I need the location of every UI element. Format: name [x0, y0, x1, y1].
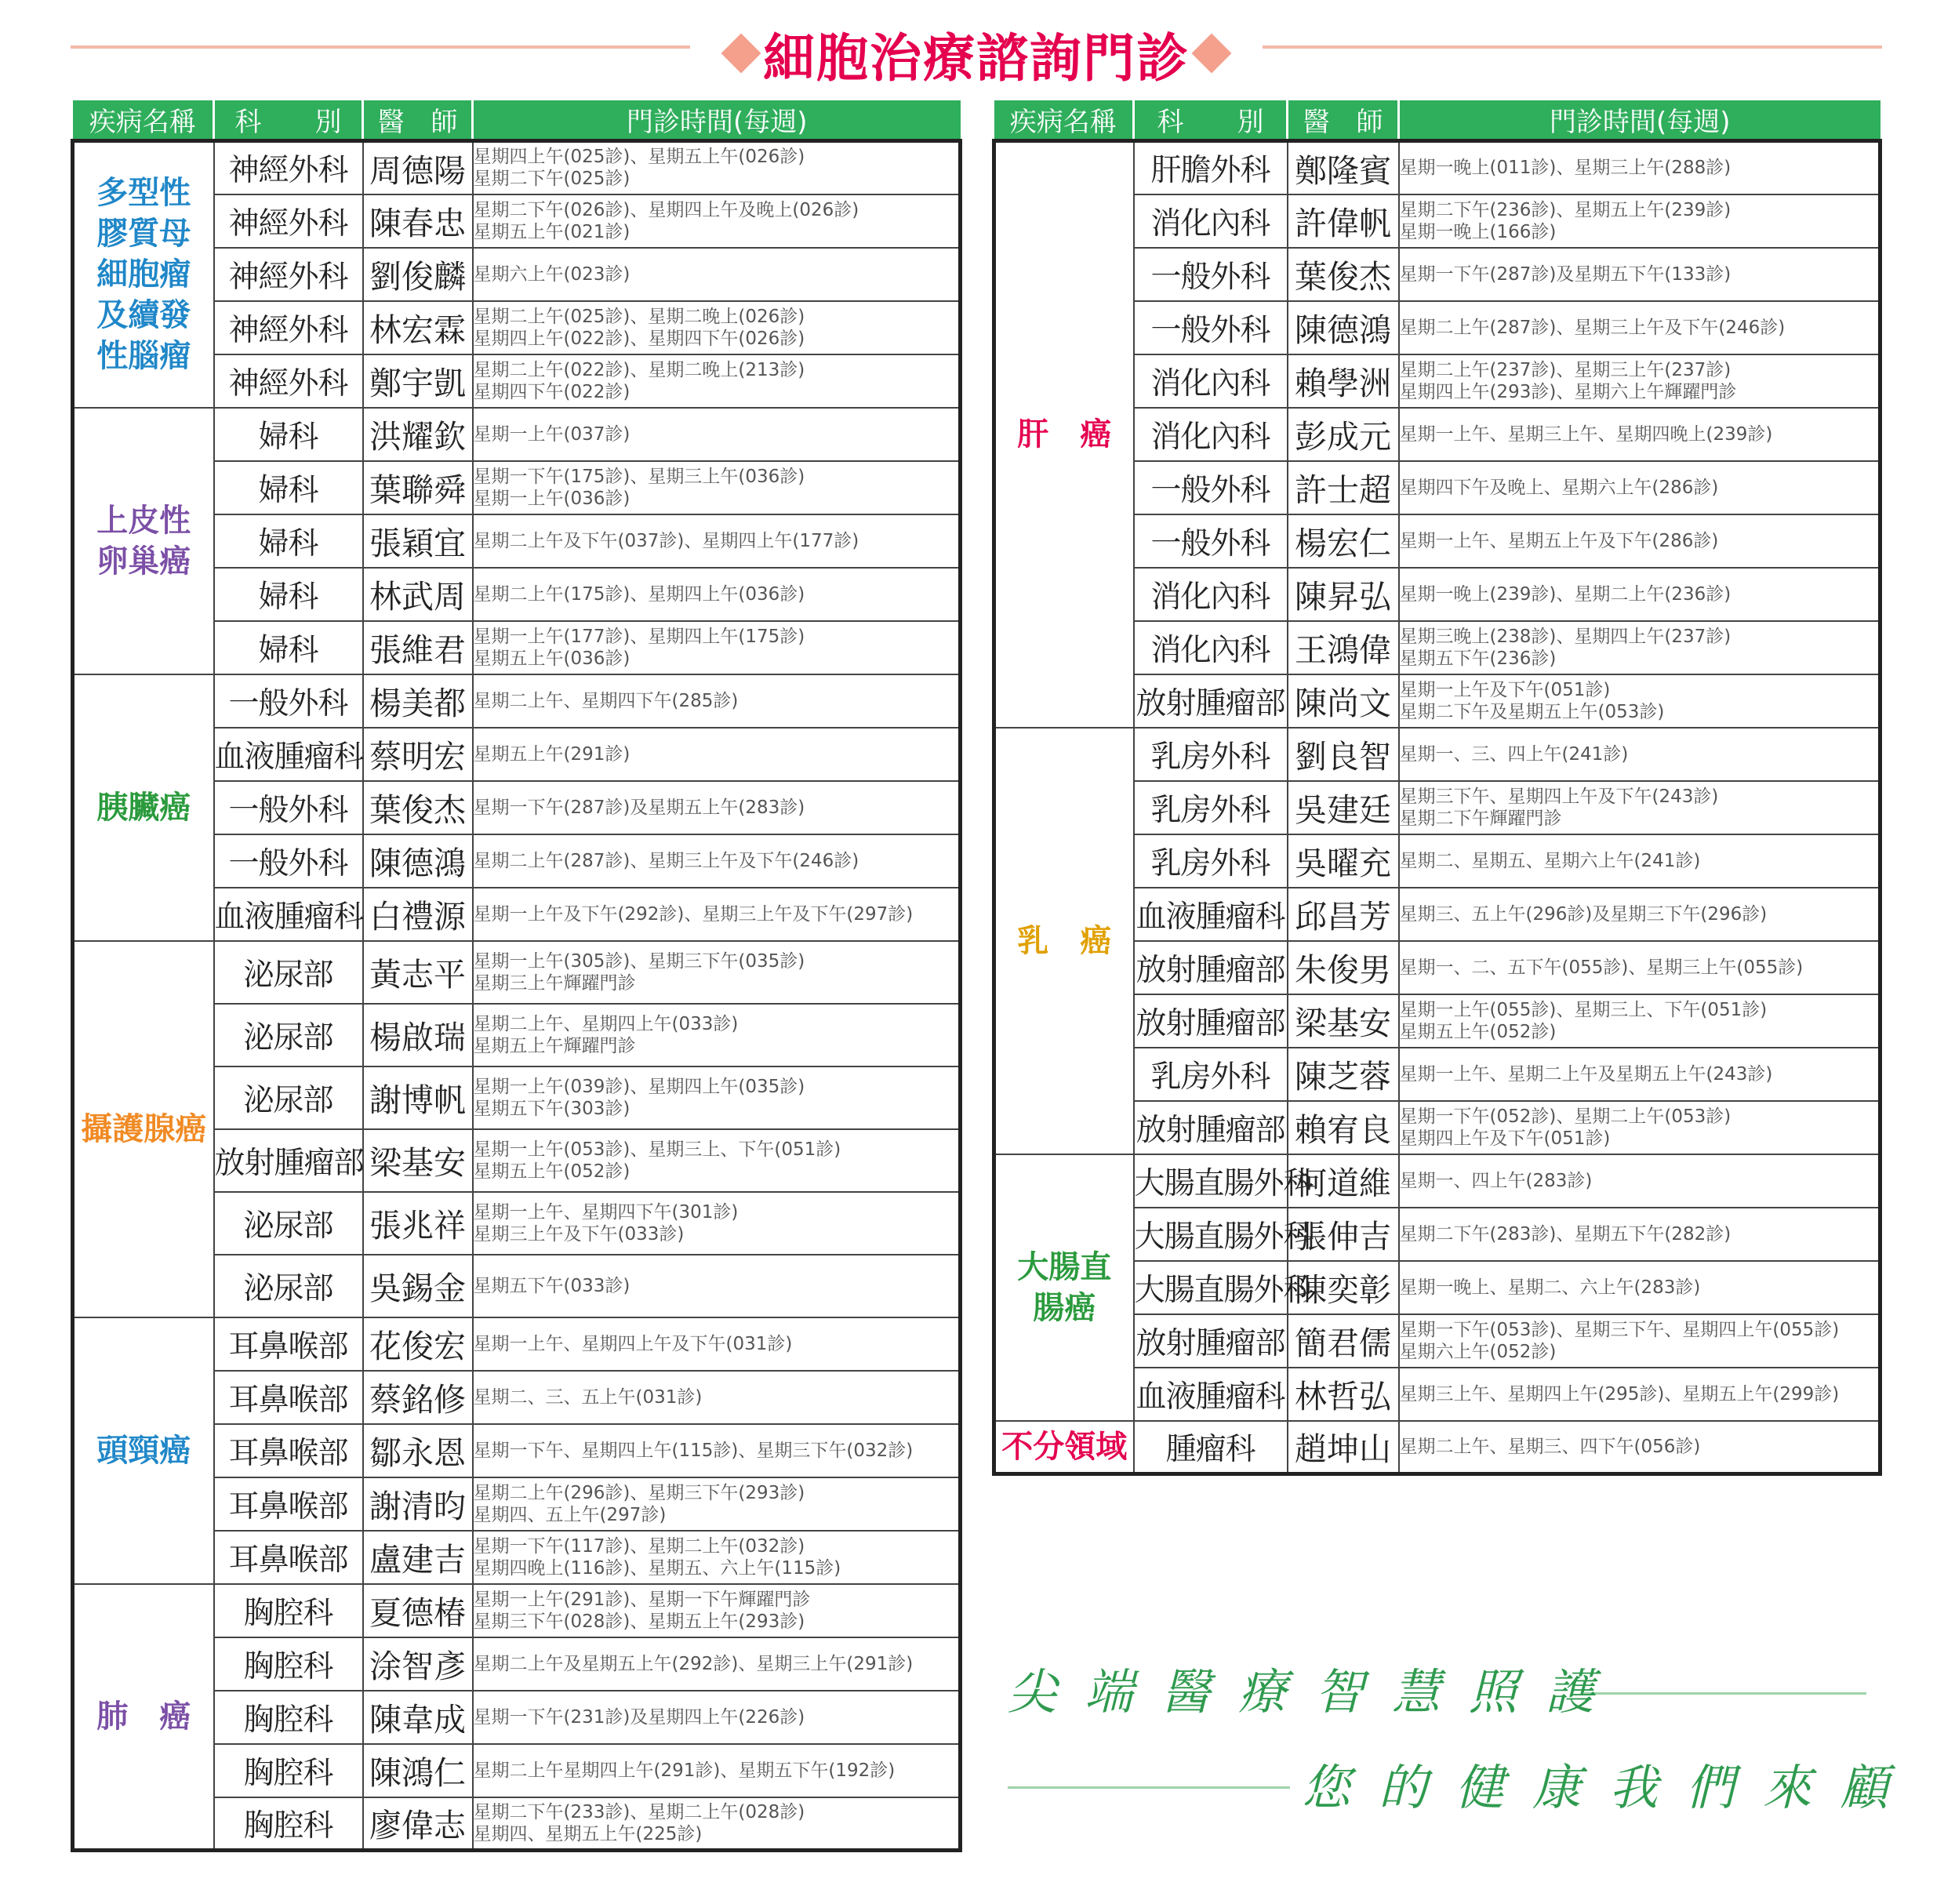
clinic-hours-cell	[1399, 568, 1880, 621]
doctor-cell: 陳德鴻	[1288, 301, 1399, 354]
department-cell: 腫瘤科	[1134, 1421, 1288, 1474]
header-hours: 門診時間(每週)	[1399, 100, 1880, 141]
clinic-hours-line: 星期一、三、四上午(241診)	[1399, 743, 1629, 765]
clinic-hours-cell	[1399, 1421, 1880, 1474]
department-cell: 婦科	[214, 461, 363, 514]
clinic-hours-cell	[1399, 888, 1880, 941]
disease-name-cell	[73, 141, 214, 408]
clinic-hours-line: 星期二下午(233診)、星期二上午(028診)	[473, 1801, 805, 1822]
clinic-hours-cell	[1399, 1368, 1880, 1421]
clinic-hours-cell	[1399, 1154, 1880, 1208]
clinic-hours-line: 星期一上午、星期四下午(301診)	[473, 1201, 739, 1223]
clinic-hours-line: 星期五上午(021診)	[473, 221, 630, 242]
clinic-hours-line: 星期二下午輝躍門診	[1399, 808, 1562, 829]
doctor-cell: 林宏霖	[363, 301, 473, 354]
clinic-hours-cell	[473, 1255, 961, 1317]
clinic-hours-line: 星期二上午(022診)、星期二晚上(213診)	[473, 359, 805, 380]
clinic-hours-cell	[473, 1584, 961, 1637]
right-schedule-table	[992, 100, 1882, 1476]
doctor-cell: 陳昇弘	[1288, 568, 1399, 621]
doctor-cell: 林哲弘	[1288, 1368, 1399, 1421]
disease-name: 攝護腺癌	[81, 1110, 207, 1147]
clinic-hours-line: 星期四上午及下午(051診)	[1399, 1128, 1611, 1149]
doctor-cell: 陳春忠	[363, 194, 473, 248]
clinic-hours-line: 星期五下午(236診)	[1399, 648, 1557, 669]
department-cell: 胸腔科	[214, 1637, 363, 1691]
clinic-hours-cell	[473, 1744, 961, 1797]
clinic-hours-line: 星期一下午(175診)、星期三上午(036診)	[473, 466, 805, 487]
clinic-hours-line: 星期五上午(291診)	[473, 743, 630, 765]
department-cell: 放射腫瘤部	[214, 1129, 363, 1192]
clinic-hours-cell	[1399, 1101, 1880, 1154]
doctor-cell: 吳曜充	[1288, 834, 1399, 888]
doctor-cell: 陳尚文	[1288, 674, 1399, 728]
clinic-hours-line: 星期三下午(028診)、星期五上午(293診)	[473, 1611, 805, 1632]
clinic-hours-line: 星期二上午及星期五上午(292診)、星期三上午(291診)	[473, 1653, 914, 1674]
disease-name: 乳 癌	[1017, 922, 1112, 959]
header-doctor: 醫 師	[363, 100, 473, 141]
department-cell: 耳鼻喉部	[214, 1477, 363, 1531]
clinic-hours-cell	[473, 461, 961, 514]
department-cell: 大腸直腸外科	[1134, 1154, 1288, 1208]
department-cell: 泌尿部	[214, 941, 363, 1004]
department-cell: 放射腫瘤部	[1134, 941, 1288, 994]
doctor-cell: 張維君	[363, 621, 473, 674]
clinic-hours-line: 星期一下午(231診)及星期四上午(226診)	[473, 1706, 805, 1728]
department-cell: 消化內科	[1134, 408, 1288, 461]
title-rule-right	[1263, 45, 1882, 49]
doctor-cell: 鄒永恩	[363, 1424, 473, 1477]
department-cell: 放射腫瘤部	[1134, 994, 1288, 1048]
clinic-hours-line: 星期二上午(025診)、星期二晚上(026診)	[473, 306, 805, 327]
department-cell: 放射腫瘤部	[1134, 1314, 1288, 1368]
doctor-cell: 夏德椿	[363, 1584, 473, 1637]
clinic-hours-cell	[473, 1129, 961, 1192]
clinic-hours-line: 星期二上午、星期四上午(033診)	[473, 1013, 739, 1034]
clinic-hours-line: 星期二、三、五上午(031診)	[473, 1386, 703, 1408]
department-cell: 胸腔科	[214, 1584, 363, 1637]
department-cell: 泌尿部	[214, 1192, 363, 1255]
department-cell: 大腸直腸外科	[1134, 1208, 1288, 1261]
doctor-cell: 趙坤山	[1288, 1421, 1399, 1474]
clinic-hours-cell	[473, 834, 961, 888]
clinic-hours-line: 星期四上午(025診)、星期五上午(026診)	[473, 147, 805, 168]
diamond-ornament-left	[721, 34, 761, 74]
clinic-hours-cell	[473, 1192, 961, 1255]
clinic-hours-line: 星期四上午(022診)、星期四下午(026診)	[473, 328, 805, 349]
doctor-cell: 張兆祥	[363, 1192, 473, 1255]
clinic-hours-line: 星期二、星期五、星期六上午(241診)	[1399, 850, 1701, 871]
department-cell: 放射腫瘤部	[1134, 674, 1288, 728]
doctor-cell: 劉俊麟	[363, 248, 473, 301]
clinic-hours-line: 星期一上午(037診)	[473, 423, 630, 445]
clinic-hours-line: 星期一、四上午(283診)	[1399, 1170, 1593, 1191]
doctor-cell: 彭成元	[1288, 408, 1399, 461]
clinic-hours-cell	[473, 1531, 961, 1584]
clinic-hours-cell	[1399, 941, 1880, 994]
clinic-hours-line: 星期一下午(117診)、星期二上午(032診)	[473, 1535, 805, 1557]
department-cell: 一般外科	[214, 834, 363, 888]
doctor-cell: 涂智彥	[363, 1637, 473, 1691]
department-cell: 胸腔科	[214, 1744, 363, 1797]
department-cell: 耳鼻喉部	[214, 1531, 363, 1584]
slogan-line-2: 您的健康我們來顧	[1302, 1759, 1917, 1816]
doctor-cell: 花俊宏	[363, 1317, 473, 1371]
clinic-hours-line: 星期一上午(039診)、星期四上午(035診)	[473, 1076, 805, 1097]
clinic-hours-line: 星期一下午(053診)、星期三下午、星期四上午(055診)	[1399, 1319, 1840, 1340]
doctor-cell: 劉良智	[1288, 728, 1399, 781]
disease-name-cell	[994, 1154, 1134, 1421]
clinic-hours-cell	[1399, 674, 1880, 728]
department-cell: 消化內科	[1134, 194, 1288, 248]
clinic-hours-cell	[1399, 781, 1880, 834]
clinic-hours-cell	[1399, 194, 1880, 248]
doctor-cell: 楊啟瑞	[363, 1004, 473, 1066]
department-cell: 一般外科	[1134, 301, 1288, 354]
clinic-hours-line: 星期二上午(287診)、星期三上午及下午(246診)	[1399, 317, 1786, 338]
clinic-hours-cell	[473, 1637, 961, 1691]
disease-name: 肝 癌	[1017, 416, 1112, 453]
header-doctor: 醫 師	[1288, 100, 1399, 141]
left-schedule-table	[71, 100, 962, 1852]
clinic-hours-line: 星期二上午(296診)、星期三下午(293診)	[473, 1482, 805, 1503]
clinic-hours-line: 星期一上午(177診)、星期四上午(175診)	[473, 626, 805, 647]
clinic-hours-line: 星期二上午、星期四下午(285診)	[473, 690, 739, 711]
doctor-cell: 賴宥良	[1288, 1101, 1399, 1154]
department-cell: 泌尿部	[214, 1255, 363, 1317]
doctor-cell: 楊宏仁	[1288, 514, 1399, 568]
department-cell: 消化內科	[1134, 354, 1288, 408]
doctor-cell: 許偉帆	[1288, 194, 1399, 248]
clinic-hours-cell	[473, 941, 961, 1004]
clinic-hours-line: 星期一晚上(011診)、星期三上午(288診)	[1399, 158, 1731, 179]
table-header-row	[994, 100, 1880, 141]
disease-name-cell	[73, 1584, 214, 1851]
clinic-hours-line: 星期五下午(033診)	[473, 1275, 630, 1296]
clinic-hours-cell	[473, 1066, 961, 1129]
clinic-hours-line: 星期一、二、五下午(055診)、星期三上午(055診)	[1399, 957, 1804, 978]
clinic-hours-line: 星期一上午及下午(292診)、星期三上午及下午(297診)	[473, 903, 914, 925]
department-cell: 泌尿部	[214, 1066, 363, 1129]
doctor-cell: 張伸吉	[1288, 1208, 1399, 1261]
clinic-hours-line: 星期四上午(293診)、星期六上午輝躍門診	[1399, 381, 1737, 402]
clinic-hours-line: 星期五上午(036診)	[473, 648, 630, 669]
clinic-hours-line: 星期四晚上(116診)、星期五、六上午(115診)	[473, 1557, 841, 1579]
doctor-cell: 陳韋成	[363, 1691, 473, 1744]
doctor-cell: 陳德鴻	[363, 834, 473, 888]
clinic-hours-cell	[1399, 248, 1880, 301]
clinic-hours-cell	[1399, 1314, 1880, 1368]
clinic-hours-line: 星期二上午、星期三、四下午(056診)	[1399, 1436, 1701, 1457]
table-row	[994, 1421, 1880, 1474]
department-cell: 一般外科	[1134, 514, 1288, 568]
doctor-cell: 黃志平	[363, 941, 473, 1004]
clinic-hours-cell	[473, 781, 961, 834]
clinic-hours-cell	[473, 194, 961, 248]
doctor-cell: 陳芝蓉	[1288, 1048, 1399, 1101]
disease-name-cell	[994, 728, 1134, 1154]
department-cell: 一般外科	[214, 674, 363, 728]
clinic-hours-line: 星期一上午(053診)、星期三上、下午(051診)	[473, 1139, 841, 1160]
header-hours: 門診時間(每週)	[473, 100, 961, 141]
clinic-hours-cell	[473, 1424, 961, 1477]
disease-name: 上皮性卵巢癌	[96, 502, 191, 580]
doctor-cell: 簡君儒	[1288, 1314, 1399, 1368]
department-cell: 乳房外科	[1134, 834, 1288, 888]
clinic-hours-line: 星期一晚上(166診)	[1399, 221, 1557, 242]
doctor-cell: 白禮源	[363, 888, 473, 941]
slogan-rule-bottom	[1008, 1786, 1290, 1789]
clinic-hours-cell	[1399, 461, 1880, 514]
department-cell: 婦科	[214, 568, 363, 621]
department-cell: 乳房外科	[1134, 728, 1288, 781]
doctor-cell: 蔡銘修	[363, 1371, 473, 1424]
clinic-hours-cell	[1399, 1208, 1880, 1261]
department-cell: 大腸直腸外科	[1134, 1261, 1288, 1314]
doctor-cell: 謝博帆	[363, 1066, 473, 1129]
clinic-hours-line: 星期三上午及下午(033診)	[473, 1223, 685, 1245]
department-cell: 婦科	[214, 514, 363, 568]
department-cell: 耳鼻喉部	[214, 1317, 363, 1371]
clinic-hours-cell	[473, 888, 961, 941]
title-rule-left	[71, 45, 690, 49]
page-title-block	[721, 14, 1231, 93]
table-row	[73, 1584, 961, 1637]
clinic-hours-cell	[1399, 1261, 1880, 1314]
doctor-cell: 賴學洲	[1288, 354, 1399, 408]
department-cell: 肝膽外科	[1134, 141, 1288, 194]
department-cell: 乳房外科	[1134, 781, 1288, 834]
department-cell: 一般外科	[1134, 461, 1288, 514]
department-cell: 血液腫瘤科	[214, 728, 363, 781]
doctor-cell: 朱俊男	[1288, 941, 1399, 994]
doctor-cell: 張穎宜	[363, 514, 473, 568]
clinic-hours-cell	[1399, 1048, 1880, 1101]
clinic-hours-line: 星期四下午及晚上、星期六上午(286診)	[1399, 477, 1719, 498]
doctor-cell: 葉俊杰	[363, 781, 473, 834]
table-row	[994, 1154, 1880, 1208]
clinic-hours-cell	[473, 514, 961, 568]
department-cell: 一般外科	[214, 781, 363, 834]
department-cell: 神經外科	[214, 248, 363, 301]
clinic-hours-cell	[473, 1371, 961, 1424]
department-cell: 放射腫瘤部	[1134, 1101, 1288, 1154]
doctor-cell: 邱昌芳	[1288, 888, 1399, 941]
disease-name-cell	[994, 1421, 1134, 1474]
table-row	[994, 728, 1880, 781]
clinic-hours-line: 星期五上午輝躍門診	[473, 1035, 636, 1056]
doctor-cell: 葉俊杰	[1288, 248, 1399, 301]
clinic-hours-line: 星期三、五上午(296診)及星期三下午(296診)	[1399, 903, 1768, 925]
clinic-hours-cell	[473, 301, 961, 354]
clinic-hours-cell	[473, 248, 961, 301]
clinic-hours-line: 星期一下午(287診)及星期五下午(133診)	[1399, 263, 1731, 285]
disease-name: 胰臟癌	[96, 789, 191, 826]
department-cell: 婦科	[214, 621, 363, 674]
doctor-cell: 盧建吉	[363, 1531, 473, 1584]
diamond-ornament-right	[1192, 34, 1232, 74]
doctor-cell: 陳奕彰	[1288, 1261, 1399, 1314]
clinic-hours-cell	[473, 1797, 961, 1851]
department-cell: 一般外科	[1134, 248, 1288, 301]
clinic-hours-line: 星期二下午(236診)、星期五上午(239診)	[1399, 199, 1731, 220]
clinic-hours-cell	[473, 674, 961, 728]
clinic-hours-cell	[473, 728, 961, 781]
page-title: 細胞治療諮詢門診	[763, 27, 1190, 89]
clinic-hours-line: 星期四、五上午(297診)	[473, 1504, 667, 1525]
doctor-cell: 周德陽	[363, 141, 473, 194]
clinic-hours-line: 星期五下午(303診)	[473, 1098, 630, 1119]
doctor-cell: 梁基安	[1288, 994, 1399, 1048]
clinic-hours-cell	[473, 621, 961, 674]
clinic-hours-line: 星期一上午(055診)、星期三上、下午(051診)	[1399, 999, 1768, 1020]
clinic-hours-cell	[473, 568, 961, 621]
department-cell: 神經外科	[214, 354, 363, 408]
doctor-cell: 許士超	[1288, 461, 1399, 514]
doctor-cell: 鄭隆賓	[1288, 141, 1399, 194]
disease-name-cell	[73, 1317, 214, 1584]
clinic-hours-line: 星期三晚上(238診)、星期四上午(237診)	[1399, 626, 1731, 647]
clinic-hours-line: 星期二上午(175診)、星期四上午(036診)	[473, 583, 805, 605]
clinic-hours-cell	[1399, 994, 1880, 1048]
doctor-cell: 梁基安	[363, 1129, 473, 1192]
doctor-cell: 楊美都	[363, 674, 473, 728]
department-cell: 耳鼻喉部	[214, 1424, 363, 1477]
clinic-hours-line: 星期二下午(025診)	[473, 169, 630, 190]
table-row	[73, 941, 961, 1004]
clinic-hours-line: 星期一上午、星期四上午及下午(031診)	[473, 1333, 793, 1354]
clinic-hours-line: 星期一上午(036診)	[473, 488, 630, 509]
header-dept: 科 別	[214, 100, 363, 141]
clinic-hours-cell	[1399, 354, 1880, 408]
clinic-hours-line: 星期五上午(052診)	[1399, 1021, 1557, 1042]
department-cell: 消化內科	[1134, 568, 1288, 621]
department-cell: 血液腫瘤科	[214, 888, 363, 941]
disease-name: 不分領域	[1001, 1428, 1128, 1465]
doctor-cell: 鄭宇凱	[363, 354, 473, 408]
clinic-hours-cell	[473, 354, 961, 408]
clinic-hours-line: 星期一上午、星期二上午及星期五上午(243診)	[1399, 1063, 1773, 1085]
table-header-row	[73, 100, 961, 141]
table-row	[73, 408, 961, 461]
clinic-hours-line: 星期六上午(052診)	[1399, 1341, 1557, 1362]
department-cell: 乳房外科	[1134, 1048, 1288, 1101]
clinic-hours-line: 星期一上午(305診)、星期三下午(035診)	[473, 950, 805, 972]
header-disease: 疾病名稱	[994, 100, 1134, 141]
doctor-cell: 謝清昀	[363, 1477, 473, 1531]
header-disease: 疾病名稱	[73, 100, 214, 141]
clinic-hours-line: 星期三上午輝躍門診	[473, 972, 636, 994]
clinic-hours-line: 星期六上午(023診)	[473, 263, 630, 285]
clinic-hours-cell	[473, 408, 961, 461]
clinic-hours-line: 星期一下午(287診)及星期五上午(283診)	[473, 797, 805, 818]
disease-name: 多型性膠質母細胞瘤及續發性腦瘤	[96, 175, 191, 375]
doctor-cell: 柯道維	[1288, 1154, 1399, 1208]
clinic-hours-line: 星期四下午(022診)	[473, 381, 630, 402]
doctor-cell: 葉聯舜	[363, 461, 473, 514]
clinic-hours-cell	[1399, 408, 1880, 461]
clinic-hours-line: 星期一上午(291診)、星期一下午輝躍門診	[473, 1589, 811, 1610]
clinic-hours-cell	[1399, 621, 1880, 674]
clinic-hours-line: 星期二下午(026診)、星期四上午及晚上(026診)	[473, 199, 859, 220]
table-row	[73, 674, 961, 728]
clinic-hours-cell	[473, 1477, 961, 1531]
clinic-hours-line: 星期二上午及下午(037診)、星期四上午(177診)	[473, 530, 859, 551]
clinic-hours-line: 星期一上午及下午(051診)	[1399, 679, 1611, 700]
disease-name: 頭頸癌	[96, 1432, 191, 1469]
disease-name: 大腸直腸癌	[1017, 1248, 1112, 1326]
disease-name-cell	[73, 674, 214, 941]
clinic-hours-cell	[1399, 834, 1880, 888]
clinic-hours-line: 星期一下午(052診)、星期二上午(053診)	[1399, 1106, 1731, 1127]
doctor-cell: 蔡明宏	[363, 728, 473, 781]
clinic-hours-cell	[1399, 141, 1880, 194]
department-cell: 神經外科	[214, 141, 363, 194]
clinic-hours-line: 星期一晚上、星期二、六上午(283診)	[1399, 1277, 1701, 1298]
doctor-cell: 洪耀欽	[363, 408, 473, 461]
clinic-hours-line: 星期二下午(283診)、星期五下午(282診)	[1399, 1223, 1731, 1245]
clinic-hours-line: 星期二上午(237診)、星期三上午(237診)	[1399, 359, 1731, 380]
clinic-hours-line: 星期四、星期五上午(225診)	[473, 1823, 703, 1844]
disease-name-cell	[994, 141, 1134, 728]
department-cell: 神經外科	[214, 301, 363, 354]
doctor-cell: 吳建廷	[1288, 781, 1399, 834]
clinic-hours-line: 星期一上午、星期三上午、星期四晚上(239診)	[1399, 423, 1773, 445]
clinic-hours-line: 星期一下午、星期四上午(115診)、星期三下午(032診)	[473, 1440, 914, 1461]
doctor-cell: 林武周	[363, 568, 473, 621]
clinic-hours-line: 星期二下午及星期五上午(053診)	[1399, 701, 1665, 722]
clinic-hours-line: 星期一上午、星期五上午及下午(286診)	[1399, 530, 1719, 551]
clinic-hours-line: 星期三下午、星期四上午及下午(243診)	[1399, 786, 1719, 807]
department-cell: 血液腫瘤科	[1134, 888, 1288, 941]
department-cell: 耳鼻喉部	[214, 1371, 363, 1424]
slogan-rule-top	[1584, 1692, 1866, 1695]
clinic-hours-line: 星期五上午(052診)	[473, 1161, 630, 1182]
table-row	[73, 141, 961, 194]
department-cell: 血液腫瘤科	[1134, 1368, 1288, 1421]
clinic-hours-line: 星期一晚上(239診)、星期二上午(236診)	[1399, 583, 1731, 605]
clinic-hours-cell	[1399, 728, 1880, 781]
clinic-hours-cell	[473, 1004, 961, 1066]
disease-name-cell	[73, 408, 214, 674]
clinic-hours-line: 星期三上午、星期四上午(295診)、星期五上午(299診)	[1399, 1383, 1840, 1404]
department-cell: 胸腔科	[214, 1691, 363, 1744]
clinic-hours-cell	[473, 1691, 961, 1744]
clinic-hours-line: 星期二上午星期四上午(291診)、星期五下午(192診)	[473, 1760, 896, 1781]
doctor-cell: 廖偉志	[363, 1797, 473, 1851]
clinic-hours-cell	[1399, 301, 1880, 354]
doctor-cell: 陳鴻仁	[363, 1744, 473, 1797]
slogan-line-1: 尖端醫療智慧照護	[1008, 1663, 1623, 1721]
doctor-cell: 吳錫金	[363, 1255, 473, 1317]
doctor-cell: 王鴻偉	[1288, 621, 1399, 674]
department-cell: 婦科	[214, 408, 363, 461]
clinic-hours-cell	[1399, 514, 1880, 568]
department-cell: 泌尿部	[214, 1004, 363, 1066]
table-row	[994, 141, 1880, 194]
clinic-hours-cell	[473, 1317, 961, 1371]
department-cell: 胸腔科	[214, 1797, 363, 1851]
disease-name-cell	[73, 941, 214, 1317]
header-dept: 科 別	[1134, 100, 1288, 141]
department-cell: 消化內科	[1134, 621, 1288, 674]
table-row	[73, 1317, 961, 1371]
disease-name: 肺 癌	[96, 1698, 191, 1735]
department-cell: 神經外科	[214, 194, 363, 248]
clinic-hours-cell	[473, 141, 961, 194]
clinic-hours-line: 星期二上午(287診)、星期三上午及下午(246診)	[473, 850, 859, 871]
